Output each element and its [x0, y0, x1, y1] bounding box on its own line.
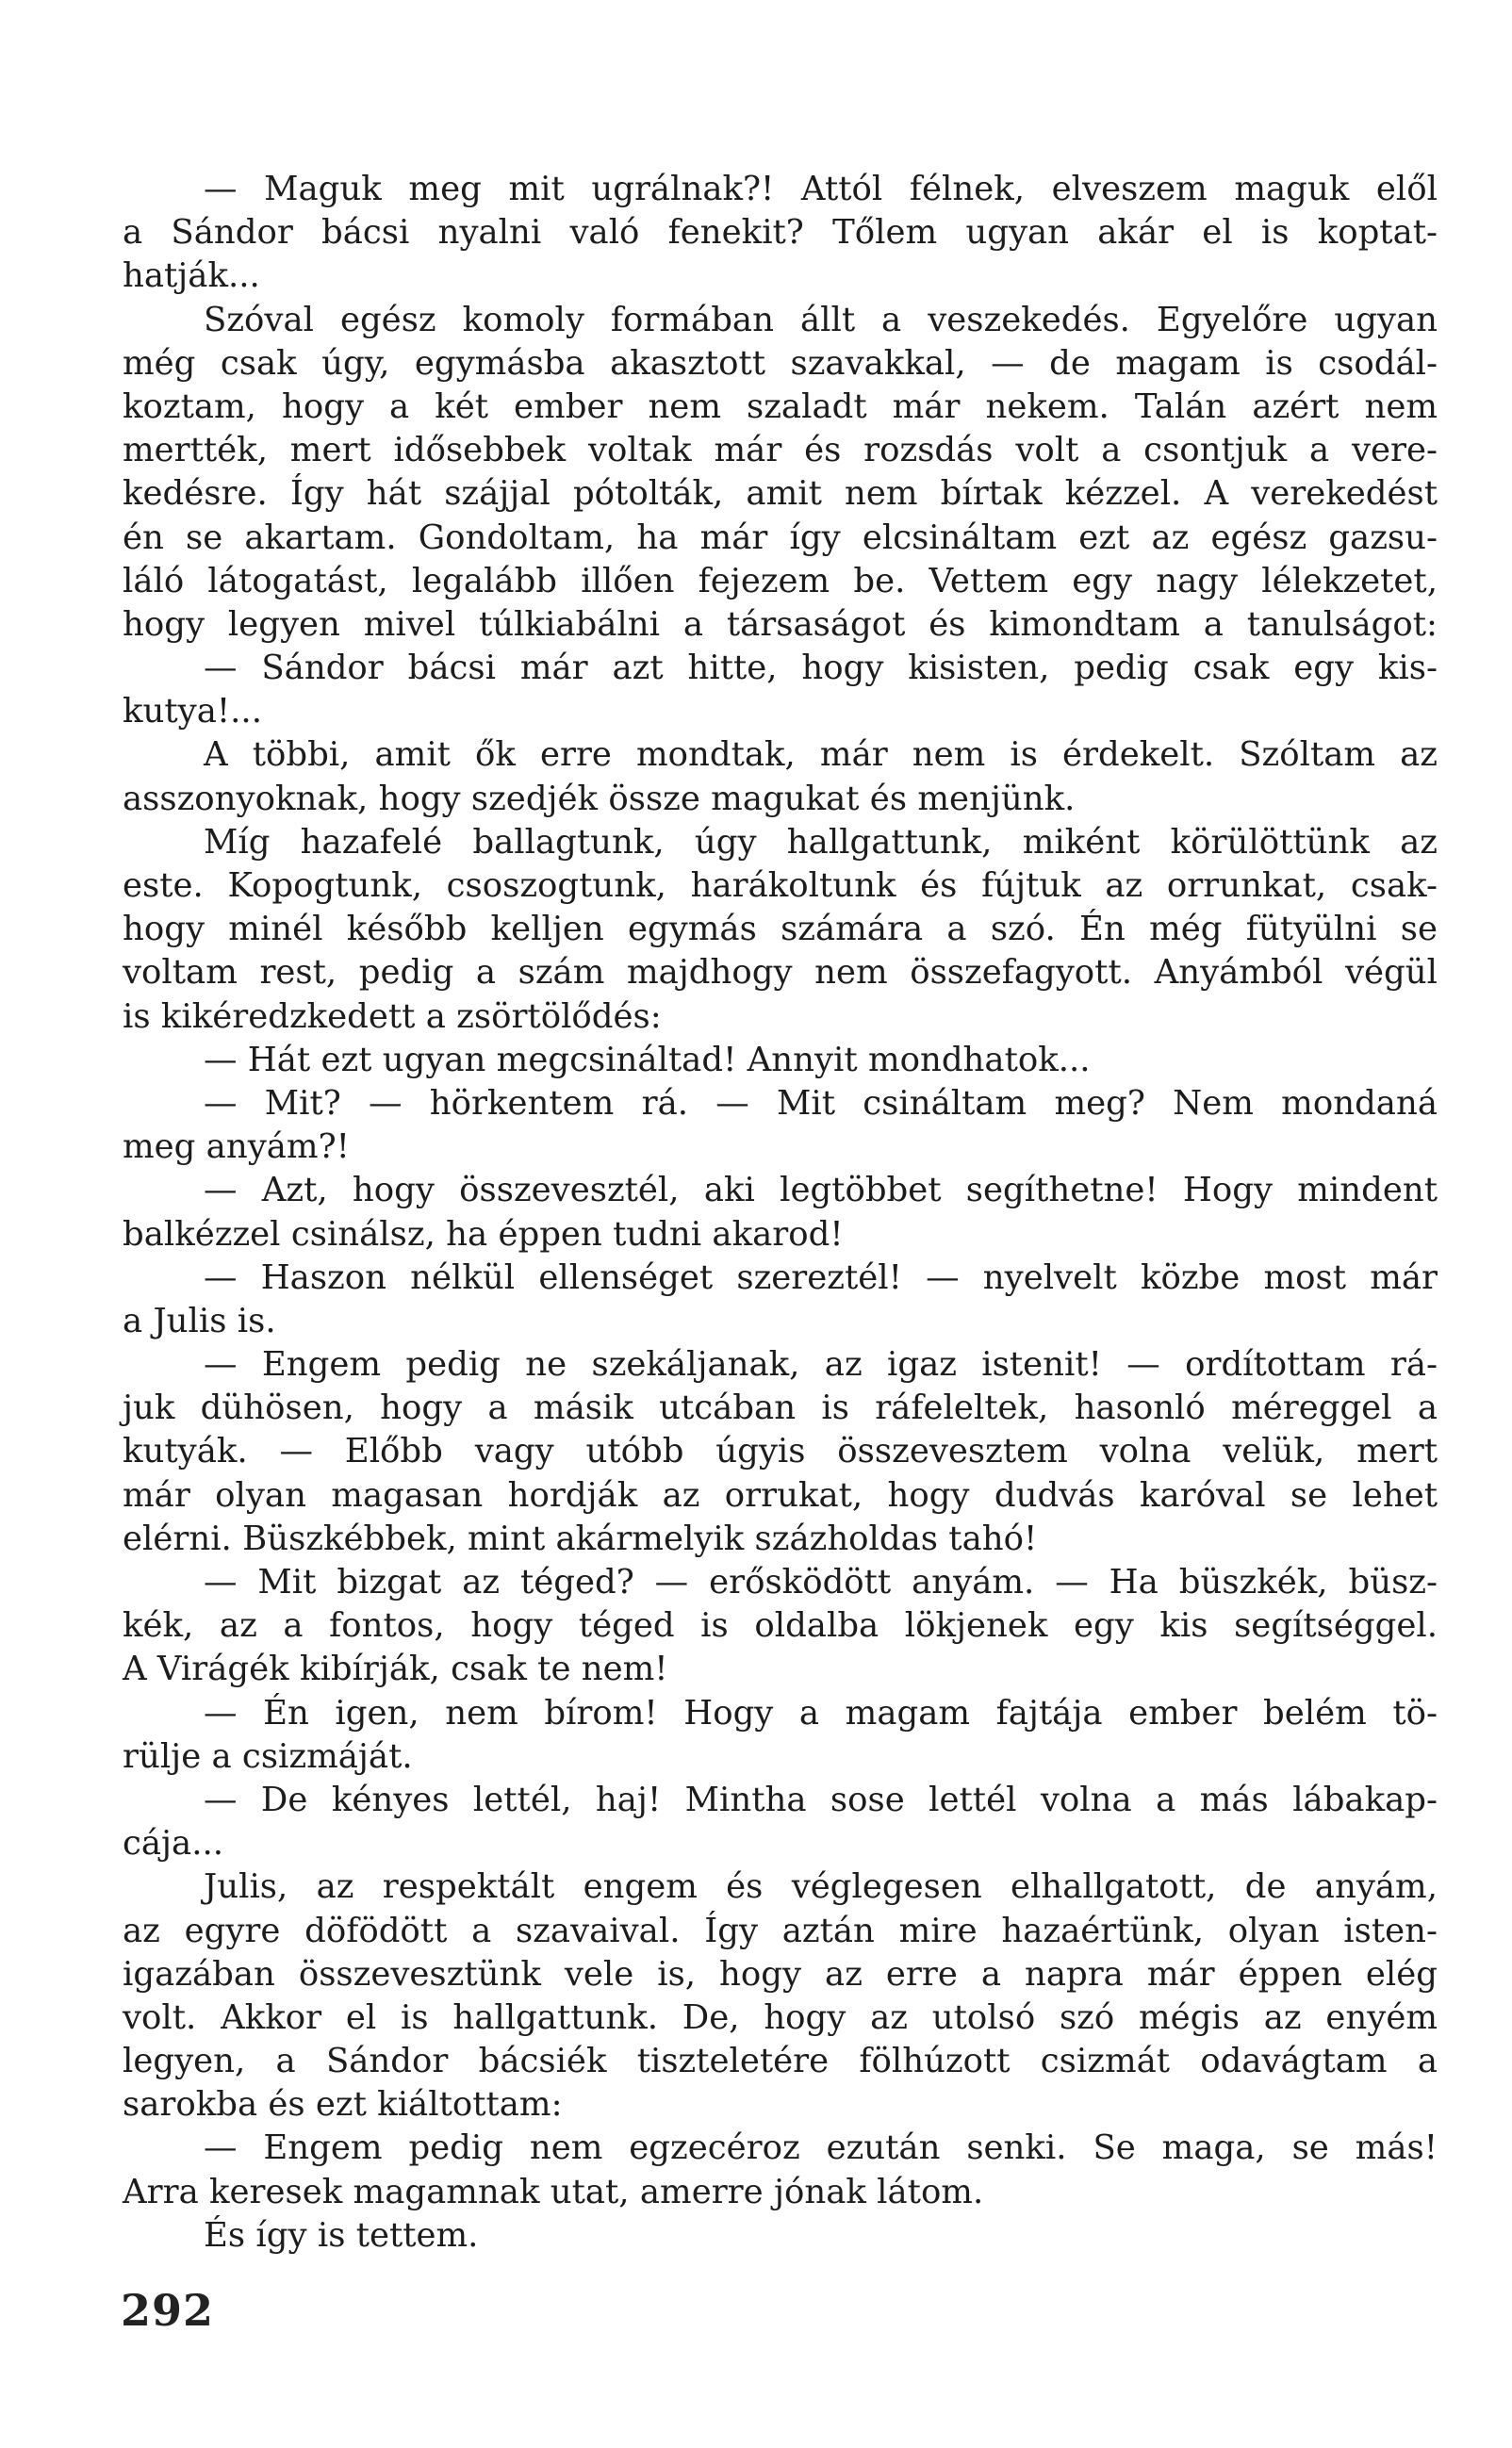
text-line: cája... [123, 1824, 224, 1864]
text-line: mertték, mert idősebbek voltak már és rozsdás volt a csontjuk a vere- [123, 431, 1438, 470]
text-line: a Sándor bácsi nyalni való fenekit? Tőlem ugyan akár el is koptat- [123, 213, 1438, 253]
text-line: — Én igen, nem bírom! Hogy a magam fajtája ember belém tö- [204, 1693, 1438, 1733]
text-line: elérni. Büszkébbek, mint akármelyik százholdas tahó! [123, 1519, 1038, 1558]
text-line: — Haszon nélkül ellenséget szereztél! — nyelvelt közbe most már [204, 1257, 1438, 1297]
text-line: a Julis is. [123, 1301, 276, 1340]
text-line: voltam rest, pedig a szám majdhogy nem összefagyott. Anyámból végül [123, 953, 1438, 993]
text-line: igazában összevesztünk vele is, hogy az erre a napra már éppen elég [123, 1954, 1438, 1994]
text-line: juk dühösen, hogy a másik utcában is ráfeleltek, hasonló méreggel a [123, 1388, 1438, 1428]
body-text [123, 168, 1438, 2258]
text-line: — Sándor bácsi már azt hitte, hogy kisisten, pedig csak egy kis- [204, 649, 1438, 688]
text-line: koztam, hogy a két ember nem szaladt már nekem. Talán azért nem [123, 386, 1438, 426]
text-line: kutyák. — Előbb vagy utóbb úgyis összevesztem volna velük, mert [123, 1432, 1438, 1471]
text-line: Míg hazafelé ballagtunk, úgy hallgattunk, miként körülöttünk az [204, 822, 1438, 862]
page-number: 292 [121, 2285, 215, 2336]
text-line: — Azt, hogy összevesztél, aki legtöbbet segíthetne! Hogy mindent [204, 1171, 1438, 1210]
text-line: legyen, a Sándor bácsiék tiszteletére fölhúzott csizmát odavágtam a [123, 2042, 1438, 2081]
text-line: — Mit? — hörkentem rá. — Mit csináltam meg? Nem mondaná [204, 1083, 1438, 1123]
text-line: Julis, az respektált engem és véglegesen elhallgatott, de anyám, [204, 1867, 1438, 1907]
text-line: hogy legyen mivel túlkiabálni a társaságot és kimondtam a tanulságot: [123, 604, 1438, 644]
text-line: A többi, amit ők erre mondtak, már nem is érdekelt. Szóltam az [204, 735, 1438, 775]
text-line: Arra keresek magamnak utat, amerre jónak látom. [123, 2172, 984, 2211]
text-line: rülje a csizmáját. [123, 1736, 413, 1776]
text-line: volt. Akkor el is hallgattunk. De, hogy az utolsó szó mégis az enyém [123, 1997, 1438, 2037]
text-line: — Maguk meg mit ugrálnak?! Attól félnek, elveszem maguk elől [204, 170, 1438, 208]
text-line: — Engem pedig ne szekáljanak, az igaz istenit! — ordítottam rá- [204, 1345, 1438, 1385]
text-line: sarokba és ezt kiáltottam: [123, 2085, 563, 2125]
text-line: is kikéredzkedett a zsörtölődés: [123, 996, 662, 1036]
text-line: hogy minél később kelljen egymás számára a szó. Én még fütyülni se [123, 910, 1438, 949]
text-line: kedésre. Így hát szájjal pótolták, amit nem bírtak kézzel. A verekedést [123, 474, 1438, 514]
text-line: én se akartam. Gondoltam, ha már így elcsináltam ezt az egész gazsu- [123, 518, 1438, 557]
text-line: — De kényes lettél, haj! Mintha sose lettél volna a más lábakap- [204, 1780, 1438, 1819]
text-line: hatják... [123, 256, 260, 296]
text-line: — Hát ezt ugyan megcsináltad! Annyit mondhatok... [204, 1040, 1091, 1079]
text-line: A Virágék kibírják, csak te nem! [123, 1650, 668, 1689]
text-line: meg anyám?! [123, 1127, 350, 1167]
text-line: kék, az a fontos, hogy téged is oldalba lökjenek egy kis segítséggel. [123, 1606, 1438, 1646]
text-line: — Engem pedig nem egzecéroz ezután senki. Se maga, se más! [204, 2128, 1438, 2168]
text-line: kutya!... [123, 692, 262, 731]
text-line: És így is tettem. [204, 2215, 479, 2255]
text-line: este. Kopogtunk, csoszogtunk, harákoltunk és fújtuk az orrunkat, csak- [123, 866, 1438, 905]
text-line: az egyre döfödött a szavaival. Így aztán mire hazaértünk, olyan isten- [123, 1911, 1438, 1950]
text-line: — Mit bizgat az téged? — erősködött anyám. — Ha büszkék, büsz- [204, 1563, 1438, 1602]
text-line: balkézzel csinálsz, ha éppen tudni akarod! [123, 1214, 844, 1254]
text-line: asszonyoknak, hogy szedjék össze magukat és menjünk. [123, 779, 1076, 818]
text-line: még csak úgy, egymásba akasztott szavakkal, — de magam is csodál- [123, 343, 1438, 383]
text-line: láló látogatást, legalább illően fejezem be. Vettem egy nagy lélekzetet, [123, 561, 1438, 600]
text-line: Szóval egész komoly formában állt a veszekedés. Egyelőre ugyan [204, 300, 1438, 339]
text-line: már olyan magasan hordják az orrukat, hogy dudvás karóval se lehet [123, 1475, 1438, 1515]
